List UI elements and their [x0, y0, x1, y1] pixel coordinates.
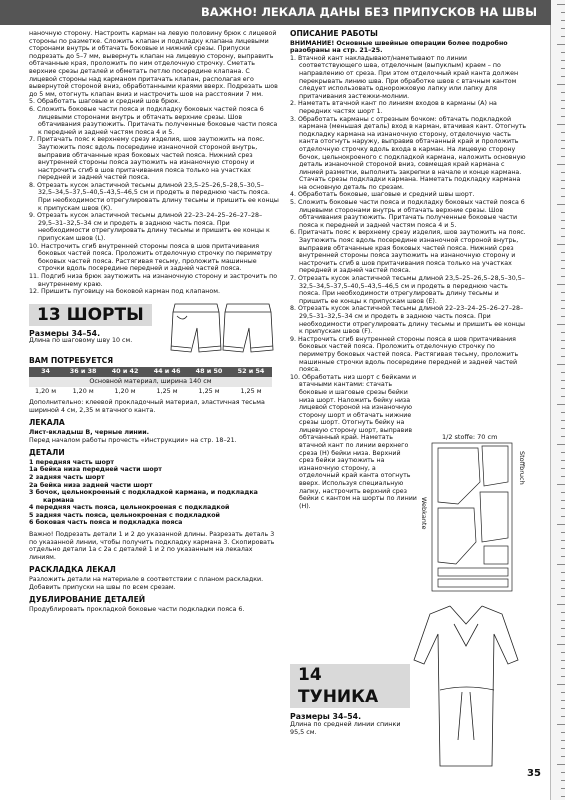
ruler-tick: [561, 12, 565, 13]
ruler-tick: [561, 92, 565, 93]
ruler-tick: [557, 564, 565, 565]
fabric-value: 1,25 м: [156, 386, 178, 395]
tunic-title: 14 ТУНИКА: [290, 664, 410, 708]
fabric-value: 1,25 м: [198, 386, 220, 395]
ruler-tick: [561, 100, 565, 101]
ruler-tick: [561, 308, 565, 309]
fabric-value: 1,20 м: [114, 386, 136, 395]
left-step: 12. Пришить пуговицу на боковой карман под клапаном.: [29, 288, 221, 296]
part-item: 4 передняя часть пояса, цельнокроеная с подкладкой: [29, 504, 230, 512]
right-step: 9. Настрочить сгиб внутренней стороны пояса в шов притачивания боковых частей пояса. Проложить отделочную строчку по периметру боковых частей пояса. Растягивая тесьму, проложить машинные строчки вдоль посередине передней и задней частей пояса.: [290, 335, 519, 374]
size-cell: 48 и 50: [188, 367, 230, 377]
extra-materials: Дополнительно: клеевой прокладочный материал, эластичная тесьма шириной 4 см, 2,35 м втачного канта.: [29, 399, 265, 414]
ruler-tick: [561, 36, 565, 37]
ruler-tick: [561, 452, 565, 453]
layout-title: РАСКЛАДКА ЛЕКАЛ: [29, 565, 116, 575]
part-item: 5 задняя часть пояса, цельнокроеная с подкладкой: [29, 511, 220, 519]
materials-table: [29, 367, 272, 396]
ruler-tick: [557, 484, 565, 485]
ruler-tick: [561, 156, 565, 157]
right-steps-list: [290, 55, 528, 374]
left-column: [29, 30, 279, 613]
ruler-tick: [561, 428, 565, 429]
right-step: 3. Обработать карманы с отрезным бочком: обтачать подкладкой кармана (меньшая деталь) вход в карман, втачивая кант. Отогнуть подкладку кармана на изнаночную сторону, отделочную часть канта отогнуть наружу, выправив обтачанный край и проложить отделочную строчку вдоль входа в карман. На лицевую сторону бочок, цельнокроеного с подкладкой кармана, наложить основную деталь изнаночной стороной вниз, совмещая край кармана с линией разметки, выполнить закрепки в начале и конце кармана. Стачать срезы подкладки кармана. Наметать подкладку кармана на основную деталь по срезам.: [290, 115, 527, 191]
ruler-tick: [561, 780, 565, 781]
ruler-tick: [557, 524, 565, 525]
right-step: 8. Отрезать кусок эластичной тесьмы длиной 22–23–24–25–26–27–28–29,5–31–32,5–34 см и продеть в заднюю часть пояса. При необходимости отрегулировать длину тесьмы и пришить ее концы к припускам швов (F).: [290, 305, 525, 336]
pattern-sheet: Лист-вкладыш В, черные линии.: [29, 428, 150, 436]
left-step: 11. Подгиб низа брюк заутюжить на изнаночную сторону и застрочить по внутреннему краю.: [29, 273, 278, 288]
layout-width-label: 1/2 stoffe: 70 cm: [442, 433, 498, 441]
ruler-tick: [561, 692, 565, 693]
page-header: ВАЖНО! ЛЕКАЛА ДАНЫ БЕЗ ПРИПУСКОВ НА ШВЫ: [0, 0, 551, 25]
ruler-tick: [561, 796, 565, 797]
attention-note: ВНИМАНИЕ! Основные швейные операции более подробно разобраны на стр. 21–25.: [290, 39, 508, 55]
ruler-tick: [561, 420, 565, 421]
ruler-tick: [557, 404, 565, 405]
shorts-illustration: [169, 298, 277, 356]
part-item: 1а бейка низа передней части шорт: [29, 466, 162, 474]
ruler-tick: [557, 44, 565, 45]
shorts-length: Длина по шаговому шву 10 см.: [29, 337, 133, 345]
ruler-tick: [561, 788, 565, 789]
ruler-tick: [561, 372, 565, 373]
ruler-tick: [557, 244, 565, 245]
ruler-tick: [561, 268, 565, 269]
tunic-illustration: [410, 600, 522, 770]
ruler-tick: [561, 332, 565, 333]
ruler-tick: [561, 412, 565, 413]
ruler-tick: [561, 516, 565, 517]
ruler-tick: [561, 380, 565, 381]
ruler-tick: [561, 620, 565, 621]
ruler-tick: [557, 644, 565, 645]
ruler-tick: [561, 468, 565, 469]
ruler-tick: [561, 292, 565, 293]
fabric-label: Основной материал, ширина 140 см: [29, 377, 272, 387]
ruler-tick: [561, 772, 565, 773]
pattern-note: Перед началом работы прочесть «Инструкции» на стр. 18–21.: [29, 436, 237, 444]
ruler-tick: [557, 4, 565, 5]
ruler-tick: [561, 252, 565, 253]
size-cell: 34: [29, 367, 62, 377]
right-step: 4. Обработать боковые, шаговые и средний швы шорт.: [290, 191, 475, 199]
ruler-tick: [561, 660, 565, 661]
ruler-tick: [561, 652, 565, 653]
ruler-tick: [561, 300, 565, 301]
ruler-tick: [561, 188, 565, 189]
fabric-value: 1,20 м: [35, 386, 57, 395]
ruler-tick: [557, 764, 565, 765]
ruler-tick: [561, 588, 565, 589]
ruler-tick: [561, 748, 565, 749]
right-step: 7. Отрезать кусок эластичной тесьмы длиной 23,5–25–26,5–28,5–30,5–32,5–34,5–37,5–40,5–43,5–46,5 см и продеть в переднюю часть пояса. При необходимости отрегулировать длину тесьмы и пришить ее концы к припускам швов (E).: [290, 275, 525, 305]
cutting-layout: [418, 433, 528, 593]
ruler-tick: [561, 756, 565, 757]
ruler-tick: [561, 476, 565, 477]
left-step: 8. Отрезать кусок эластичной тесьмы длиной 23,5–25–26,5–28,5–30,5–32,5–34,5–37,5–40,5–43,5–46,5 см и продеть в переднюю часть пояса. При необходимости отрегулировать длину тесьмы и пришить ее концы к припускам швов (К).: [29, 181, 279, 212]
work-title: ОПИСАНИЕ РАБОТЫ: [290, 29, 378, 38]
ruler-tick: [557, 204, 565, 205]
important-note: Важно! Подрезать детали 1 и 2 до указанной длины. Разрезать деталь 3 по указанной линии, чтобы получить подкладку кармана 3. Скопировать отдельно детали 1а с 2а с деталей 1 и 2 по указанным на лекалах линиям.: [29, 531, 275, 561]
pattern-title: ЛЕКАЛА: [29, 418, 65, 428]
ruler-tick: [557, 684, 565, 685]
dup-text: Продублировать прокладкой боковые части подкладки пояса 6.: [29, 605, 245, 613]
left-step: 7. Притачать пояс к верхнему срезу изделия, шов заутюжить на пояс. Заутюжить пояс вдоль посередине изнаночной стороной внутрь, выправив обтачанные края боковых частей пояса. Нижний срез внутренней стороны пояса заутюжить на изнаночную сторону и настрочить сгиб в шов притачивания пояса только на участках передней и задней частей пояса.: [29, 136, 265, 182]
tunic-sizes: Размеры 34–54.: [290, 712, 362, 721]
ruler-tick: [561, 180, 565, 181]
page-number: 35: [527, 768, 541, 779]
ruler-tick: [561, 740, 565, 741]
ruler-tick: [561, 316, 565, 317]
part-item: 2 задняя часть шорт: [29, 473, 105, 481]
ruler-tick: [561, 236, 565, 237]
ruler-tick: [561, 20, 565, 21]
fabric-value: 1,20 м: [72, 386, 94, 395]
ruler-tick: [557, 604, 565, 605]
ruler-tick: [561, 460, 565, 461]
shorts-heading-block: [29, 304, 279, 352]
ruler-tick: [561, 348, 565, 349]
tunic-length: Длина по средней линии спинки 95,5 см.: [290, 720, 401, 736]
size-cell: 36 и 38: [62, 367, 104, 377]
ruler-tick: [557, 444, 565, 445]
right-step: 5. Сложить боковые части пояса и подкладку боковых частей пояса 6 лицевыми сторонами внутрь и обтачать верхние срезы. Шов обтачивания разутюжить. Притачать полученные боковые части пояса к передней и задней частям пояса 4 и 5.: [290, 199, 525, 229]
left-step: 10. Настрочить сгиб внутренней стороны пояса в шов притачивания боковых частей пояса. Проложить отделочную строчку по периметру боковых частей пояса. Растягивая тесьму, проложить машинные строчки вдоль посередине передней и задней частей пояса.: [29, 242, 272, 273]
left-step: 6. Сложить боковые части пояса и подкладку боковых частей пояса 6 лицевыми сторонами внутрь и обтачать верхние срезы. Шов обтачивания разутюжить. Притачать полученные боковые части пояса к передней и задней частям пояса 4 и 5.: [29, 105, 278, 136]
ruler-tick: [561, 556, 565, 557]
parts-list: [29, 459, 279, 527]
need-title: ВАМ ПОТРЕБУЕТСЯ: [29, 355, 114, 365]
ruler-tick: [561, 132, 565, 133]
ruler-tick: [561, 76, 565, 77]
shorts-title: 13 ШОРТЫ: [29, 304, 152, 326]
ruler-tick: [561, 196, 565, 197]
fabric-value: 1,25 м: [240, 386, 262, 395]
ruler-tick: [561, 572, 565, 573]
ruler-tick: [561, 140, 565, 141]
ruler-tick: [561, 508, 565, 509]
dup-title: ДУБЛИРОВАНИЕ ДЕТАЛЕЙ: [29, 595, 146, 605]
right-step: 6. Притачать пояс к верхнему срезу изделия, шов заутюжить на пояс. Заутюжить пояс вдоль посередине изнаночной стороной внутрь, выправив обтачанные края боковых частей пояса. Нижний срез внутренней стороны пояса заутюжить на изнаночную сторону и настрочить сгиб в шов притачивания пояса только на участках передней и задней частей пояса.: [290, 229, 526, 275]
ruler-tick: [561, 548, 565, 549]
ruler-tick: [557, 364, 565, 365]
part-item: 3 бочок, цельнокроеный с подкладкой кармана, и подкладка кармана: [29, 489, 258, 504]
size-cell: 40 и 42: [104, 367, 146, 377]
ruler-tick: [561, 716, 565, 717]
ruler-tick: [561, 540, 565, 541]
ruler-tick: [561, 52, 565, 53]
ruler-tick: [561, 596, 565, 597]
selvedge-label: Webkante: [420, 497, 428, 530]
parts-title: ДЕТАЛИ: [29, 448, 65, 458]
ruler-tick: [561, 396, 565, 397]
ruler-tick: [561, 68, 565, 69]
ruler-tick: [557, 124, 565, 125]
ruler-tick: [557, 724, 565, 725]
ruler-tick: [561, 60, 565, 61]
ruler-tick: [561, 388, 565, 389]
ruler-tick: [561, 708, 565, 709]
size-cell: 52 и 54: [230, 367, 272, 377]
part-item: 2а бейка низа задней части шорт: [29, 481, 153, 489]
ruler-tick: [561, 260, 565, 261]
left-step: 5. Обработать шаговые и средний шов брюк.: [29, 98, 181, 106]
layout-text: Разложить детали на материале в соответствии с планом раскладки. Добавить припуски на швы по всем срезам.: [29, 576, 264, 591]
ruler-tick: [561, 436, 565, 437]
part-item: 6 боковая часть пояса и подкладка пояса: [29, 519, 183, 527]
left-intro-text: наночную сторону. Настроить карман на левую половину брюк с лицевой стороны по разметке. Сложить клапан и подкладку клапана лицевыми сторонами внутрь и обтачать боковые и нижний срезы. Припуски подрезать до 5–7 мм, вывернуть клапан на лицевую сторону, выправить обтачанные края, проложить по ним отделочную строчку. Сметать верхние срезы деталей и обметать петлю посередине клапана. С лицевой стороны над карманом притачать клапан, располагая его вывернутой стороной вниз, обработанными краями вверх. Подрезать шов до 5 мм, отогнуть клапан вниз и настрочить шов на расстоянии 7 мм.: [29, 30, 278, 98]
ruler-tick: [561, 356, 565, 357]
right-step: 1. Втачной кант накладывают/наметывают по линии соответствующего шва, отделочным (выпуклым) краем – по направлению от среза. При этом отделочный край канта должен перекрывать линию шва. При обработке швов с втачным кантом следует использовать однорожковую лапку или лапку для притачивания застежки-молнии.: [290, 54, 519, 100]
fold-label: Stoffbruch: [518, 451, 526, 485]
ruler-tick: [561, 700, 565, 701]
ruler-tick: [561, 628, 565, 629]
ruler-tick: [557, 324, 565, 325]
left-steps-list: [29, 98, 279, 295]
ruler-tick: [561, 220, 565, 221]
left-step: 9. Отрезать кусок эластичной тесьмы длиной 22–23–24–25–26–27–28–29,5–31–32,5–34 см и продеть в заднюю часть пояса. При необходимости отрегулировать длину тесьмы и пришить ее концы к припускам швов (L).: [29, 212, 270, 243]
ruler-tick: [561, 172, 565, 173]
ruler-tick: [561, 636, 565, 637]
ruler-tick: [561, 612, 565, 613]
ruler-tick: [561, 340, 565, 341]
right-step: 2. Наметать втачной кант по линиям входов в карманы (А) на передних частях шорт 1.: [290, 100, 497, 115]
ruler-tick: [557, 284, 565, 285]
ruler-tick: [561, 108, 565, 109]
ruler-tick: [561, 148, 565, 149]
ruler-tick: [561, 668, 565, 669]
part-item: 1 передняя часть шорт: [29, 458, 114, 466]
ruler-tick: [557, 164, 565, 165]
ruler-tick: [561, 116, 565, 117]
ruler-tick: [561, 580, 565, 581]
ruler-tick: [557, 84, 565, 85]
ruler-tick: [561, 28, 565, 29]
ruler-strip: [550, 0, 565, 800]
ruler-tick: [561, 228, 565, 229]
ruler-tick: [561, 276, 565, 277]
shorts-sizes: Размеры 34–54.: [29, 328, 101, 338]
ruler-tick: [561, 212, 565, 213]
ruler-tick: [561, 492, 565, 493]
ruler-tick: [561, 732, 565, 733]
ruler-tick: [561, 500, 565, 501]
cutting-layout-plan: [418, 442, 528, 592]
right-step-10: 10. Обработать низ шорт с бейками и втачными кантами: стачать боковые и шаговые срезы бейки низа шорт. Наложить бейку низа лицевой стороной на изнаночную сторону шорт и обтачать нижние срезы шорт. Отогнуть бейку на лицевую сторону шорт, выправив обтачанный край. Наметать втачной кант по линии верхнего среза (Н) бейки низа. Верхний срез бейки заутюжить на изнаночную сторону, а отделочный край канта отогнуть вверх. Используя специальную лапку, настрочить верхний срез бейки с кантом на шорты по линии (Н).: [290, 373, 417, 510]
ruler-tick: [561, 676, 565, 677]
size-cell: 44 и 46: [146, 367, 188, 377]
tunic-heading-block: [290, 664, 410, 736]
ruler-tick: [561, 532, 565, 533]
